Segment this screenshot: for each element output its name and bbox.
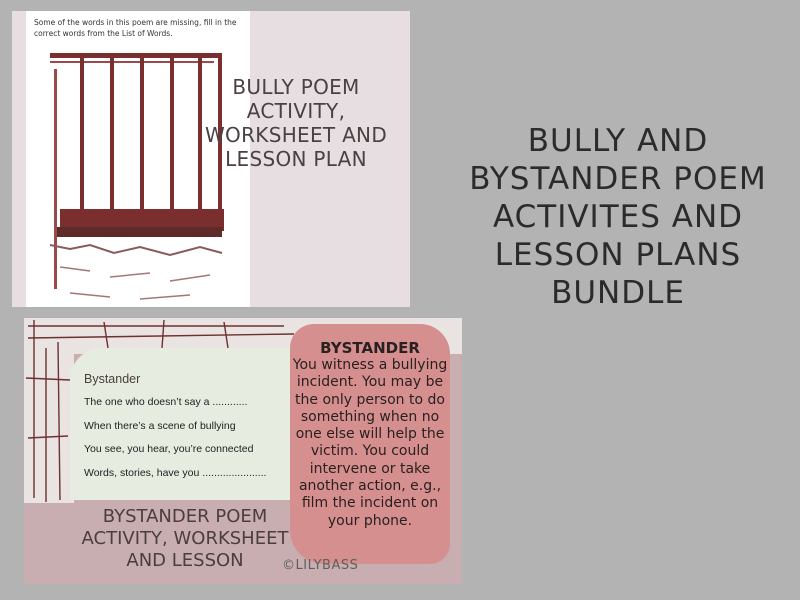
bully-poem-title: BULLY POEM ACTIVITY, WORKSHEET AND LESSON PLAN [204, 75, 388, 171]
bystander-poem-preview-card [24, 318, 462, 584]
bystander-definition [290, 324, 450, 564]
definition-text: You witness a bullying incident. You may be the only person to do something when no one else will help the victim. You could intervene or take another action, e.g., film the incident on your phone. [292, 357, 448, 529]
poem-title: Bystander [84, 372, 141, 386]
poem-line: The one who doesn’t say a ............ [84, 396, 248, 408]
poem-line: When there’s a scene of bullying [84, 419, 236, 432]
bystander-poem-title: BYSTANDER POEM ACTIVITY, WORKSHEET AND LESSON [81, 506, 289, 571]
poem-line: You see, you hear, you’re connected [84, 443, 254, 455]
poem-excerpt [70, 348, 304, 500]
copyright-notice: ©LILYBASS [282, 558, 359, 573]
poem-line: Words, stories, have you ...................... [84, 466, 267, 479]
bully-poem-preview-card [12, 11, 410, 307]
worksheet-instructions: Some of the words in this poem are missing, fill in the correct words from the List of Words. [34, 18, 237, 38]
definition-title: BYSTANDER [320, 339, 420, 357]
bundle-title: BULLY AND BYSTANDER POEM ACTIVITES AND LESSON PLANS BUNDLE [469, 123, 767, 311]
